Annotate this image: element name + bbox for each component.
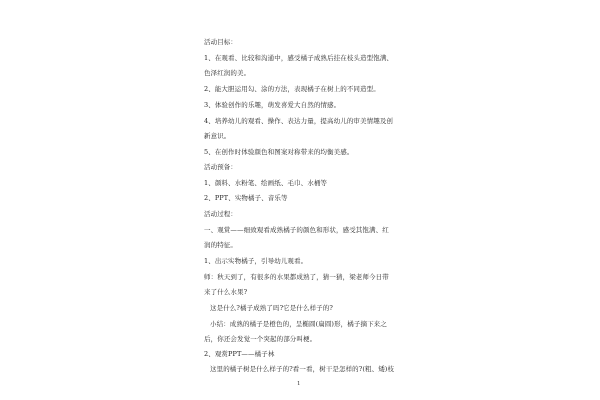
- section-heading-preparation: 活动预备：: [204, 163, 237, 171]
- section-heading-process: 活动过程：: [204, 210, 237, 218]
- paragraph-line: 1、出示实物橘子，引导幼儿观看。: [204, 257, 308, 265]
- paragraph-line: 5、在创作时体验颜色和图案对称带来的均衡美感。: [204, 148, 354, 156]
- paragraph-line: 2、观赏PPT——橘子林: [204, 350, 275, 358]
- paragraph-line: 新意识。: [204, 132, 231, 140]
- paragraph-line: 3、体验创作的乐趣，萌发喜爱大自然的情感。: [204, 101, 341, 109]
- paragraph-line: 4、培养幼儿的观看、操作、表达力量，提高幼儿的审美情趣及创: [204, 117, 394, 125]
- section-heading-goals: 活动目标：: [204, 38, 237, 46]
- paragraph-line: 后，你还会发觉一个突起的部分叫梗。: [204, 335, 317, 343]
- paragraph-line: 色泽红润的美。: [204, 69, 251, 77]
- paragraph-line: 师：秋天到了，有很多的水果都成熟了，猜一猜，梁老师今日带: [204, 273, 389, 281]
- paragraph-line: 这是什么?橘子成熟了吗?它是什么样子的?: [210, 304, 333, 312]
- paragraph-line: 2、能大胆运用勾、涂的方法，表现橘子在树上的不同造型。: [204, 85, 380, 93]
- paragraph-line: 2、PPT、实物橘子、音乐等: [204, 194, 288, 202]
- paragraph-line: 这里的橘子树是什么样子的?看一看，树干是怎样的?(粗、矮)枝: [210, 365, 395, 373]
- paragraph-line: 一、观赏——细致观看成熟橘子的颜色和形状，感受其饱满、红: [204, 226, 389, 234]
- paragraph-line: 小结：成熟的橘子是橙色的，呈椭圆(扁圆)形，橘子摘下来之: [210, 320, 387, 328]
- page-number: 1: [297, 381, 301, 387]
- paragraph-line: 来了什么水果?: [204, 288, 248, 296]
- paragraph-line: 1、颜料、水粉笔、绘画纸、毛巾、水桶等: [204, 179, 328, 187]
- paragraph-line: 润的特征。: [204, 241, 237, 249]
- paragraph-line: 1、在观看、比较和沟通中，感受橘子成熟后挂在枝头造型饱满、: [204, 54, 394, 62]
